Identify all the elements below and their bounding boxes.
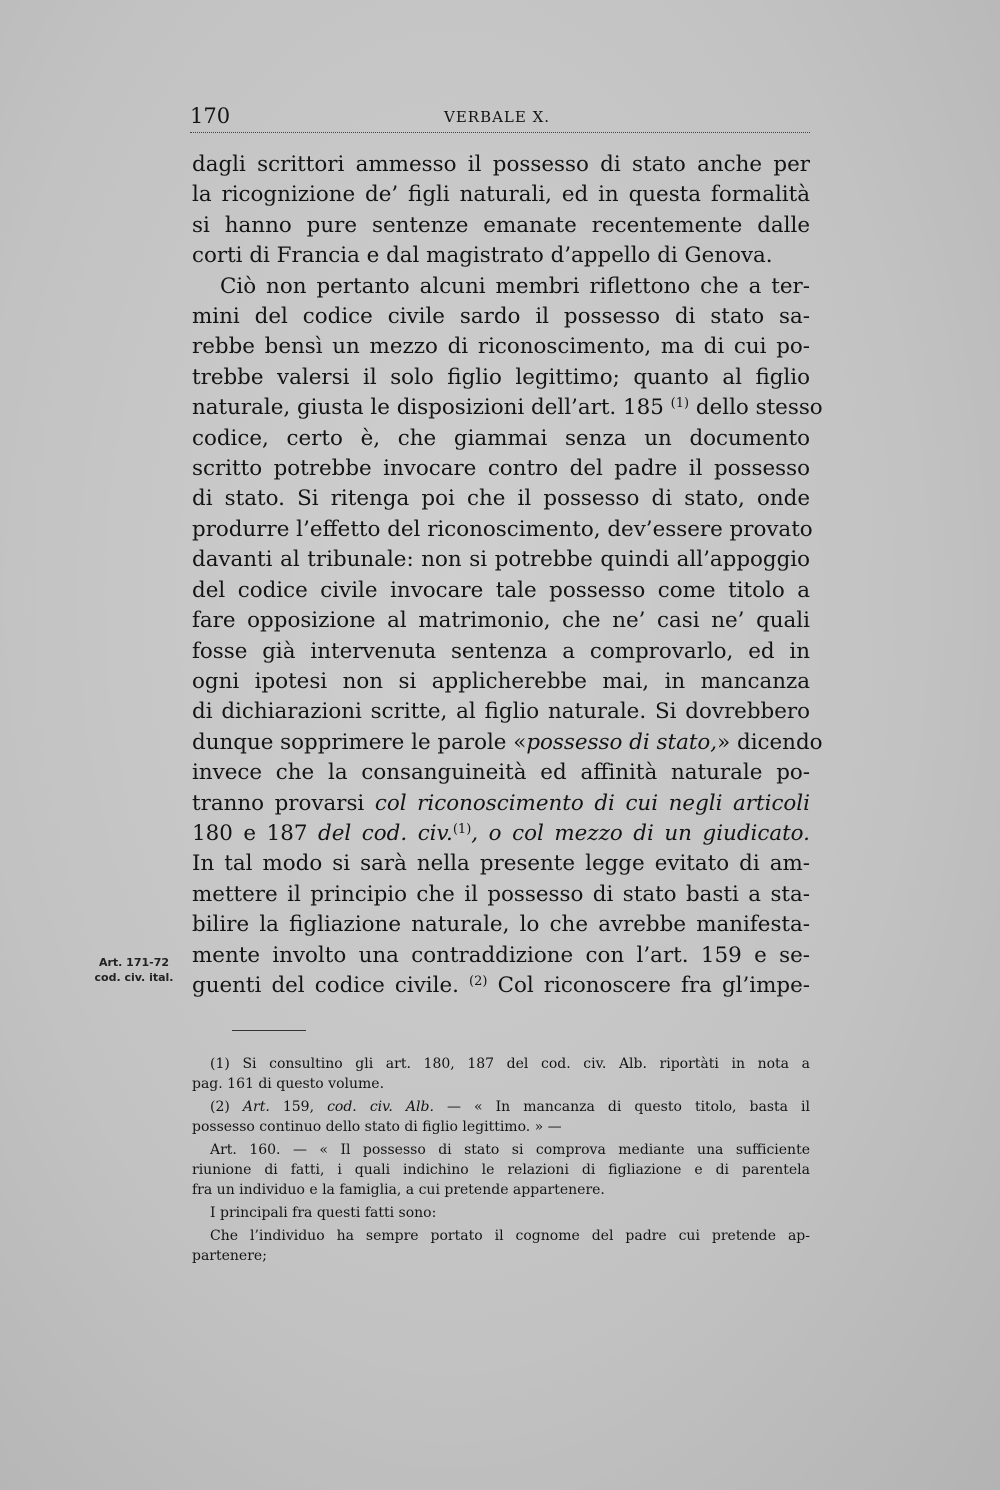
text-line: rebbe bensì un mezzo di riconoscimento, ma di cui po-	[192, 334, 810, 360]
text-line: invece che la consanguineità ed affinità naturale po-	[192, 760, 810, 786]
page-header	[190, 98, 810, 134]
text-line: fare opposizione al matrimonio, che ne’ casi ne’ quali	[192, 608, 810, 634]
text-line: di stato. Si ritenga poi che il possesso di stato, onde	[192, 486, 810, 512]
text-line: fosse già intervenuta sentenza a comprovarlo, ed in	[192, 638, 810, 664]
text-line: tranno provarsi col riconoscimento di cui negli articoli	[192, 790, 810, 816]
text-line: si hanno pure sentenze emanate recentemente dalle	[192, 212, 810, 238]
text-line: del codice civile invocare tale possesso come titolo a	[192, 577, 810, 603]
italic-phrase: col riconoscimento di cui negli articoli	[374, 790, 810, 816]
text-line: In tal modo si sarà nella presente legge evitato di am-	[192, 851, 810, 877]
footnote-line: fra un individuo e la famiglia, a cui pretende appartenere.	[192, 1182, 605, 1198]
footnote-1	[192, 1054, 810, 1094]
text-line: Ciò non pertanto alcuni membri riflettono che a ter-	[220, 273, 810, 299]
italic-phrase: possesso di stato,	[526, 729, 718, 755]
text-line: dagli scrittori ammesso il possesso di stato anche per	[192, 152, 810, 177]
text-line: bilire la figliazione naturale, lo che avrebbe manifesta-	[192, 912, 810, 938]
text-line: scritto potrebbe invocare contro del padre il possesso	[192, 456, 810, 482]
footnote-ref[interactable]: (1)	[452, 821, 472, 837]
italic-phrase: del cod. civ.	[318, 820, 453, 846]
text-line: naturale, giusta le disposizioni dell’art. 185 $^{(1)}$ dello stesso	[192, 395, 823, 421]
text-line: 180 e 187 del cod. civ.$^{(1)}$, o col mezzo di un giudicato.	[192, 820, 810, 846]
footnote-line: I principali fra questi fatti sono:	[210, 1205, 437, 1221]
footnote-rule	[232, 1030, 306, 1031]
text-line: mente involto una contraddizione con l’art. 159 e se-	[192, 942, 810, 968]
main-text	[192, 150, 823, 1001]
footnote-line: (2) Art. 159, cod. civ. Alb. — « In mancanza di questo titolo, basta il	[210, 1099, 810, 1115]
text-line: mettere il principio che il possesso di stato basti a sta-	[192, 881, 810, 907]
text-line: ogni ipotesi non si applicherebbe mai, in mancanza	[192, 668, 810, 694]
footnote-line: Art. 160. — « Il possesso di stato si comprova mediante una sufficiente	[210, 1142, 810, 1158]
footnote-line: (1) Si consultino gli art. 180, 187 del cod. civ. Alb. riportàti in nota a	[210, 1056, 810, 1072]
text-line: dunque sopprimere le parole «possesso di stato,» dicendo	[192, 729, 823, 755]
footnote-2	[192, 1097, 810, 1137]
footnotes	[192, 1054, 810, 1269]
text-line: davanti al tribunale: non si potrebbe quindi all’appoggio	[192, 547, 810, 573]
footnote-ref[interactable]: (1)	[670, 396, 690, 412]
text-line: corti di Francia e dal magistrato d’appello di Genova.	[192, 243, 773, 269]
margin-note-line: cod. civ. ital.	[94, 971, 174, 984]
header-rule	[190, 132, 810, 133]
footnote-ref[interactable]: (2)	[469, 973, 488, 989]
text-line: la ricognizione de’ figli naturali, ed in questa formalità	[192, 182, 810, 208]
italic-phrase: , o col mezzo di un giudicato.	[471, 820, 810, 846]
margin-note	[84, 955, 184, 985]
footnote-2-facts-intro	[192, 1203, 810, 1223]
page-number: 170	[190, 104, 231, 128]
footnote-line: riunione di fatti, i quali indichino le relazioni di figliazione e di parentela	[192, 1162, 810, 1178]
footnote-2-art-160	[192, 1140, 810, 1200]
footnote-line: Che l’individuo ha sempre portato il cognome del padre cui pretende ap-	[210, 1228, 810, 1244]
margin-note-line: Art. 171-72	[98, 956, 170, 969]
text-line: di dichiarazioni scritte, al figlio naturale. Si dovrebbero	[192, 699, 810, 725]
footnote-line: partenere;	[192, 1248, 267, 1264]
text-line: produrre l’effetto del riconoscimento, dev’essere provato	[192, 516, 813, 542]
running-head: VERBALE X.	[444, 108, 551, 126]
footnote-2-fact-1	[192, 1226, 810, 1266]
footnote-line: pag. 161 di questo volume.	[192, 1076, 385, 1092]
text-line: mini del codice civile sardo il possesso di stato sa-	[192, 304, 810, 330]
text-line: trebbe valersi il solo figlio legittimo; quanto al figlio	[192, 364, 810, 390]
footnote-line: possesso continuo dello stato di figlio legittimo. » —	[192, 1119, 562, 1135]
text-line: guenti del codice civile. $^{(2)}$ Col riconoscere fra gl’impe-	[192, 972, 810, 998]
text-line: codice, certo è, che giammai senza un documento	[192, 425, 810, 451]
